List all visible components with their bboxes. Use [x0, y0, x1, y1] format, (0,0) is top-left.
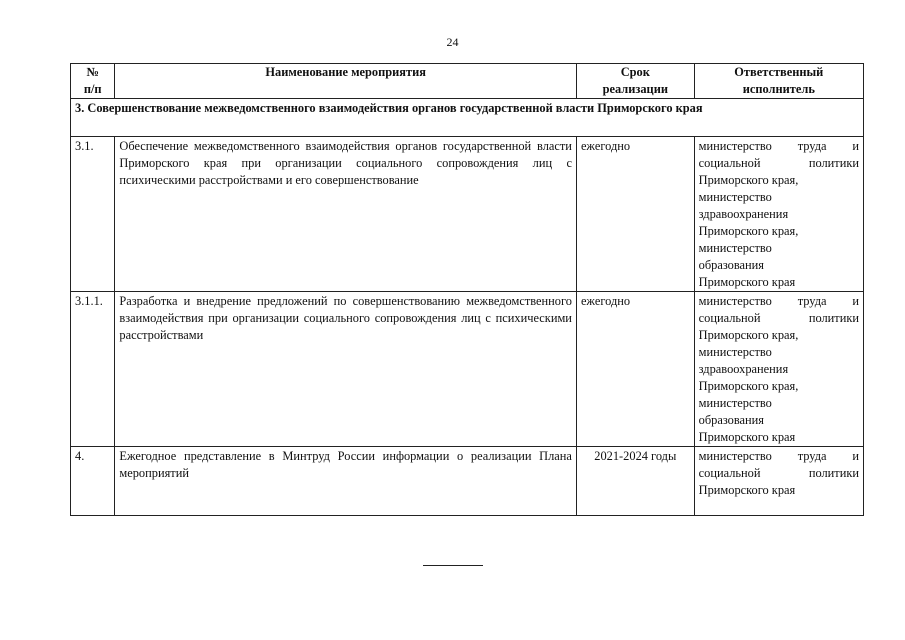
responsible-line: Приморского края, — [698, 379, 799, 393]
header-activity-name: Наименование мероприятия — [115, 64, 577, 99]
table-header-row — [71, 64, 864, 99]
row-number: 4. — [71, 447, 115, 516]
header-term-line1: Срок — [620, 65, 650, 79]
header-responsible-line1: Ответственный — [734, 65, 824, 79]
row-term: 2021-2024 годы — [576, 447, 694, 516]
page-number: 24 — [446, 35, 459, 49]
responsible-line: министерство — [698, 241, 772, 255]
row-activity-name: Ежегодное представление в Минтруд России информации о реализации Плана мероприятий — [115, 447, 577, 516]
row-term: ежегодно — [576, 292, 694, 447]
header-term — [576, 64, 694, 99]
section-row — [71, 99, 864, 137]
responsible-line: здравоохранения — [698, 362, 789, 376]
row-responsible — [694, 137, 863, 292]
header-number-line2: п/п — [83, 82, 102, 96]
table-row — [71, 292, 864, 447]
responsible-line: министерство — [698, 345, 772, 359]
responsible-line: социальной политики — [698, 156, 859, 170]
responsible-line: министерство труда и — [698, 294, 859, 308]
section-title: 3. Совершенствование межведомственного взаимодействия органов государственной власти Приморского края — [71, 99, 864, 137]
table-row — [71, 447, 864, 516]
header-number-line1: № — [86, 65, 99, 79]
header-number — [71, 64, 115, 99]
responsible-line: министерство труда и — [698, 139, 859, 153]
header-responsible-line2: исполнитель — [742, 82, 815, 96]
row-number: 3.1.1. — [71, 292, 115, 447]
responsible-line: министерство труда и — [698, 449, 859, 463]
responsible-line: Приморского края, — [698, 224, 799, 238]
row-term: ежегодно — [576, 137, 694, 292]
header-responsible — [694, 64, 863, 99]
footer-divider — [423, 565, 483, 566]
responsible-line: Приморского края, — [698, 173, 799, 187]
row-responsible — [694, 447, 863, 516]
responsible-line: Приморского края — [698, 430, 796, 444]
table-row — [71, 137, 864, 292]
responsible-line: Приморского края, — [698, 328, 799, 342]
responsible-line: социальной политики — [698, 311, 859, 325]
responsible-line: образования — [698, 258, 764, 272]
row-activity-name: Обеспечение межведомственного взаимодействия органов государственной власти Приморского края при организации социального сопровождения лиц с психическими расстройствами и его совершенствование — [115, 137, 577, 292]
row-activity-name: Разработка и внедрение предложений по совершенствованию межведомственного взаимодействия при организации социального сопровождения лиц с психическими расстройствами — [115, 292, 577, 447]
responsible-line: здравоохранения — [698, 207, 789, 221]
responsible-line: Приморского края — [698, 483, 796, 497]
row-responsible — [694, 292, 863, 447]
responsible-line: Приморского края — [698, 275, 796, 289]
responsible-line: министерство — [698, 396, 772, 410]
responsible-line: министерство — [698, 190, 772, 204]
action-plan-table — [70, 63, 864, 516]
responsible-line: социальной политики — [698, 466, 859, 480]
header-term-line2: реализации — [602, 82, 668, 96]
responsible-line: образования — [698, 413, 764, 427]
row-number: 3.1. — [71, 137, 115, 292]
